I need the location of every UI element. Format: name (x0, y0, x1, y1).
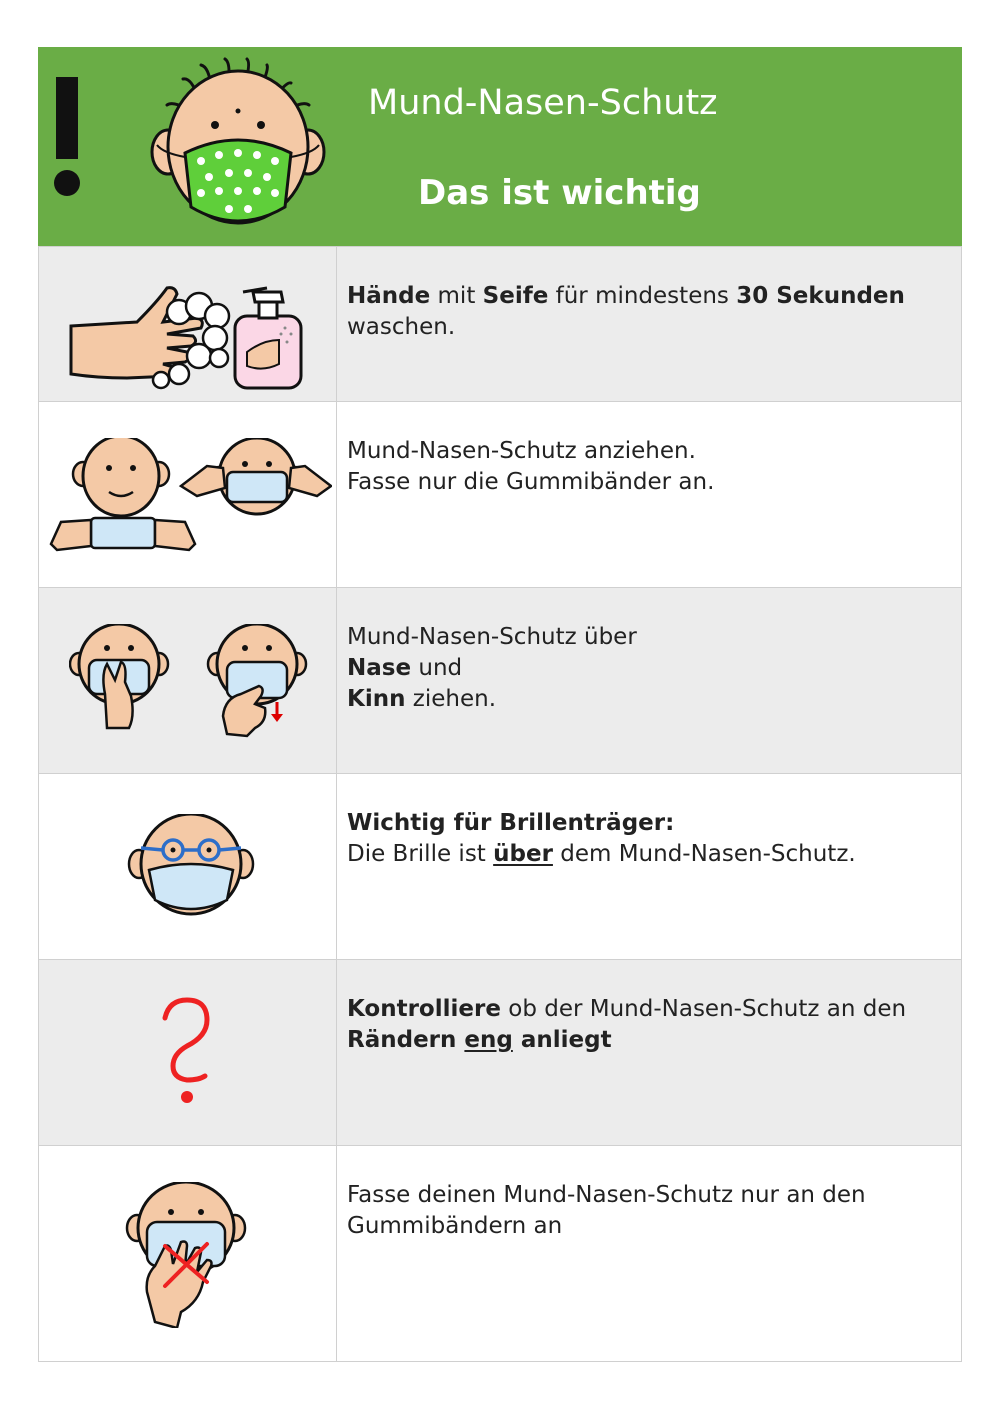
instruction-text-part: über (493, 841, 553, 867)
do-not-touch-mask-icon (127, 1182, 245, 1328)
instruction-picture-cell (39, 960, 337, 1146)
page-title: Mund-Nasen-Schutz (368, 83, 718, 123)
instruction-text-part: Fasse nur die Gummibänder an. (347, 469, 715, 495)
instruction-text-part: anliegt (512, 1027, 612, 1053)
instruction-row (39, 588, 962, 774)
instruction-picture-cell (39, 247, 337, 402)
instruction-text-part: eng (464, 1027, 513, 1053)
glasses-over-mask-icon (129, 814, 253, 914)
instruction-text-part: Rändern (347, 1027, 465, 1053)
question-mark-icon (165, 1000, 207, 1103)
instruction-picture-cell (39, 1146, 337, 1362)
header-banner (38, 47, 962, 246)
instruction-text (337, 960, 962, 1146)
instruction-text-part: 30 Sekunden (736, 283, 905, 309)
instruction-text (337, 402, 962, 588)
instruction-text-part: mit (430, 283, 483, 309)
instruction-text-part: Mund-Nasen-Schutz anziehen. (347, 438, 696, 464)
instruction-text-part: Fasse deinen Mund-Nasen-Schutz nur an den (347, 1182, 866, 1208)
instruction-row (39, 247, 962, 402)
face-with-dotted-mask-icon (143, 57, 333, 237)
instruction-text-part: Wichtig für Brillenträger: (347, 810, 675, 836)
instruction-text-part: Kinn (347, 686, 406, 712)
instruction-text-part: Hände (347, 283, 431, 309)
instruction-text-part: ob der Mund-Nasen-Schutz an den (500, 996, 907, 1022)
instruction-picture-cell (39, 588, 337, 774)
instruction-text-part: dem Mund-Nasen-Schutz. (552, 841, 856, 867)
instruction-row (39, 960, 962, 1146)
instruction-text-part: Gummibändern an (347, 1213, 563, 1239)
put-on-mask-icon (51, 438, 331, 550)
instruction-text (337, 774, 962, 960)
exclamation-icon (48, 77, 86, 197)
instruction-row (39, 1146, 962, 1362)
instruction-text-part: und (411, 655, 463, 681)
instruction-text-part: Kontrolliere (347, 996, 501, 1022)
instruction-picture-cell (39, 774, 337, 960)
instruction-text-part: Nase (347, 655, 412, 681)
instructions-table (38, 246, 962, 1362)
hand-washing-soap-icon (67, 282, 317, 392)
instruction-text-part: ziehen. (405, 686, 497, 712)
instruction-text-part: Mund-Nasen-Schutz über (347, 624, 637, 650)
instruction-text (337, 247, 962, 402)
instruction-text-part: Seife (482, 283, 549, 309)
instruction-text (337, 588, 962, 774)
instruction-sheet (38, 47, 962, 1362)
instruction-row (39, 402, 962, 588)
page-subtitle: Das ist wichtig (418, 173, 701, 213)
instruction-text (337, 1146, 962, 1362)
instruction-row (39, 774, 962, 960)
instruction-text-part: für mindestens (548, 283, 737, 309)
instruction-text-part: Die Brille ist (347, 841, 494, 867)
adjust-mask-nose-chin-icon (70, 624, 306, 736)
instruction-text-part: waschen. (347, 314, 456, 340)
instruction-picture-cell (39, 402, 337, 588)
